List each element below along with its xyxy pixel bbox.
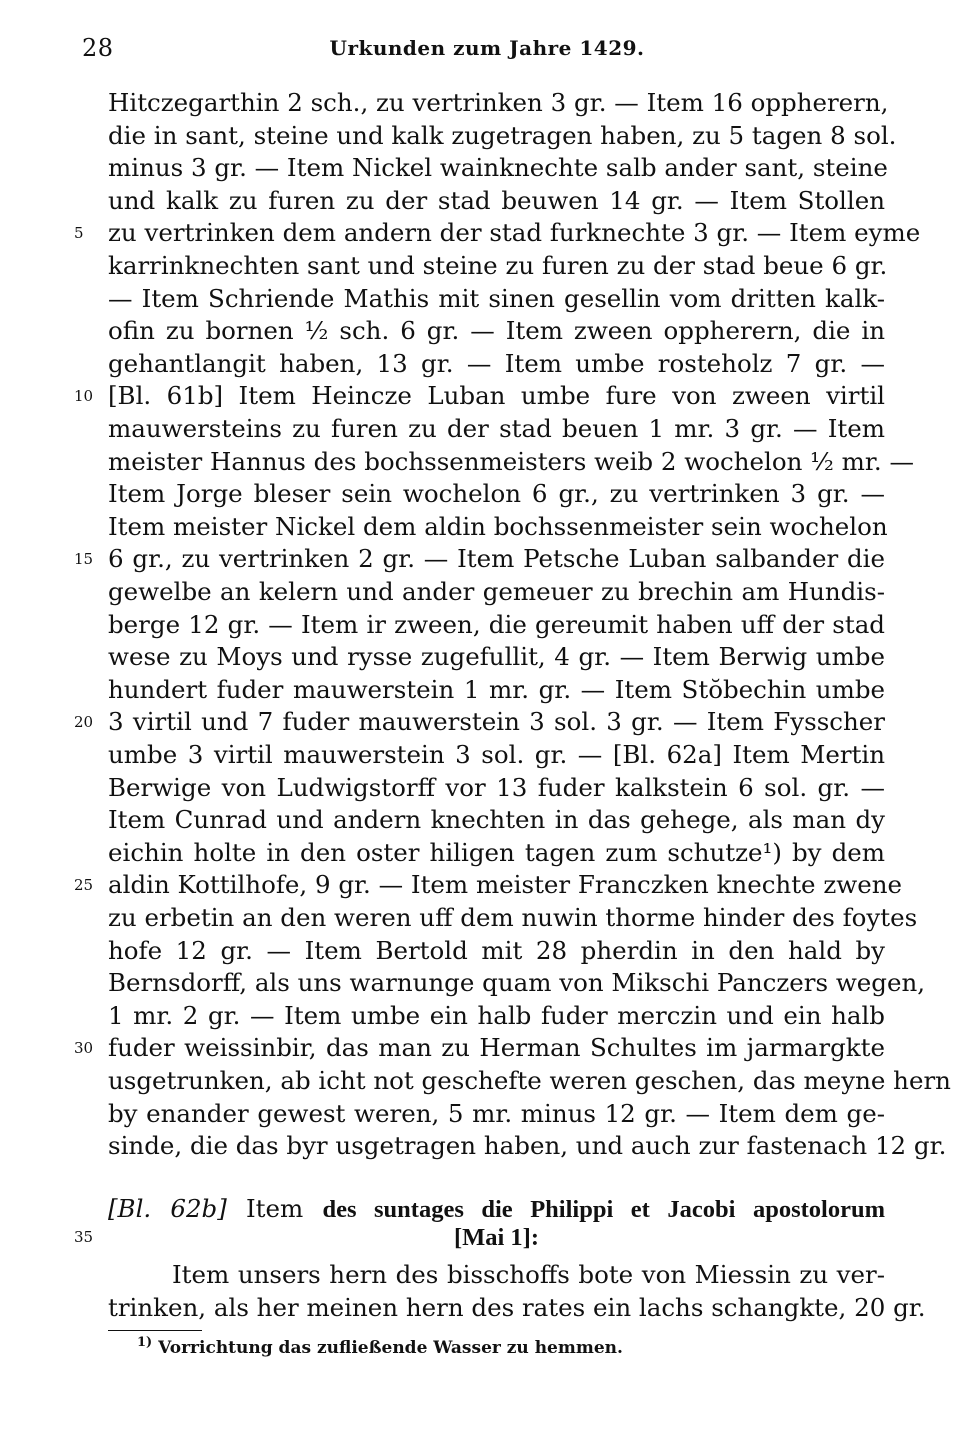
text-line: und kalk zu furen zu der stad beuwen 14 gr. — Item Stollen — [108, 185, 885, 215]
text-line: aldin Kottilhofe, 9 gr. — Item meister Franczken knechte zwene — [108, 870, 902, 900]
section-title: des suntages die Philippi et Jacobi apostolorum — [322, 1196, 885, 1223]
text-line: meister Hannus des bochssenmeisters weib 2 wochelon ½ mr. — — [108, 446, 914, 476]
text-line: wese zu Moys und rysse zugefullit, 4 gr. — Item Berwig umbe — [108, 642, 885, 672]
line-number: 20 — [74, 713, 94, 732]
footnote-marker: 1) — [137, 1335, 153, 1350]
page-header — [82, 34, 892, 70]
text-line: 3 virtil und 7 fuder mauwerstein 3 sol. 3 gr. — Item Fysscher — [108, 707, 885, 737]
text-line: sinde, die das byr usgetragen haben, und auch zur fastenach 12 gr. — [108, 1131, 947, 1161]
line-number: 30 — [74, 1039, 94, 1058]
text-line: 6 gr., zu vertrinken 2 gr. — Item Petsche Luban salbander die — [108, 544, 885, 574]
page-number: 28 — [82, 34, 114, 62]
text-line: gehantlangit haben, 13 gr. — Item umbe rosteholz 7 gr. — — [108, 348, 885, 378]
paragraph-line: trinken, als her meinen hern des rates ein lachs schangkte, 20 gr. — [108, 1293, 926, 1322]
text-line: minus 3 gr. — Item Nickel wainknechte salb ander sant, steine — [108, 153, 888, 183]
text-line: hofe 12 gr. — Item Bertold mit 28 pherdin in den hald by — [108, 935, 885, 965]
text-line: usgetrunken, ab icht not geschefte weren geschen, das meyne hern — [108, 1066, 951, 1095]
line-number: 5 — [74, 224, 84, 243]
paragraph-line: Item unsers hern des bisschoffs bote von Miessin zu ver- — [172, 1260, 885, 1289]
text-line: by enander gewest weren, 5 mr. minus 12 gr. — Item dem ge- — [108, 1098, 885, 1128]
text-line: fuder weissinbir, das man zu Herman Schultes im jarmargkte — [108, 1033, 885, 1063]
text-line: mauwersteins zu furen zu der stad beuen 1 mr. 3 gr. — Item — [108, 414, 885, 443]
text-line: berge 12 gr. — Item ir zween, die gereumit haben uff der stad — [108, 609, 885, 639]
text-line: — Item Schriende Mathis mit sinen gesellin vom dritten kalk- — [108, 283, 885, 313]
text-line: hundert fuder mauwerstein 1 mr. gr. — Item Stŏbechin umbe — [108, 674, 885, 704]
text-line: umbe 3 virtil mauwerstein 3 sol. gr. — [Bl. 62a] Item Mertin — [108, 740, 885, 769]
folio-reference: [Bl. 62b] — [108, 1194, 227, 1223]
text-line: Bernsdorff, als uns warnunge quam von Mikschi Panczers wegen, — [108, 968, 926, 998]
footnote — [137, 1336, 623, 1360]
text-line: Item Cunrad und andern knechten in das gehege, als man dy — [108, 805, 885, 835]
line-number: 35 — [74, 1228, 94, 1246]
footnote-text: Vorrichtung das zufließende Wasser zu hemmen. — [158, 1338, 623, 1358]
text-line: Item Jorge bleser sein wochelon 6 gr., zu vertrinken 3 gr. — — [108, 479, 885, 509]
text-line: die in sant, steine und kalk zugetragen haben, zu 5 tagen 8 sol. — [108, 120, 897, 150]
text-line: eichin holte in den oster hiligen tagen zum schutze¹) by dem — [108, 837, 885, 867]
text-line: ofin zu bornen ½ sch. 6 gr. — Item zween oppherern, die in — [108, 316, 885, 346]
section-date: [Mai 1]: — [453, 1224, 540, 1251]
footnote-rule — [108, 1330, 202, 1331]
line-number: 10 — [74, 387, 94, 406]
text-line: karrinknechten sant und steine zu furen zu der stad beue 6 gr. — [108, 251, 888, 280]
text-line: Berwige von Ludwigstorff vor 13 fuder kalkstein 6 sol. gr. — — [108, 772, 885, 802]
text-line: 1 mr. 2 gr. — Item umbe ein halb fuder merczin und ein halb — [108, 1000, 885, 1030]
running-head: Urkunden zum Jahre 1429. — [329, 36, 645, 60]
text-line: Item meister Nickel dem aldin bochssenmeister sein wochelon — [108, 511, 888, 541]
section-lead: Item — [245, 1194, 304, 1223]
text-line: zu vertrinken dem andern der stad furknechte 3 gr. — Item eyme — [108, 218, 921, 248]
text-line: zu erbetin an den weren uff dem nuwin thorme hinder des foytes — [108, 903, 918, 932]
line-number: 15 — [74, 550, 94, 569]
text-line: Hitczegarthin 2 sch., zu vertrinken 3 gr. — Item 16 oppherern, — [108, 88, 889, 117]
text-line: [Bl. 61b] Item Heincze Luban umbe fure von zween virtil — [108, 381, 885, 411]
line-number: 25 — [74, 876, 94, 895]
text-line: gewelbe an kelern und ander gemeuer zu brechin am Hundis- — [108, 577, 885, 606]
